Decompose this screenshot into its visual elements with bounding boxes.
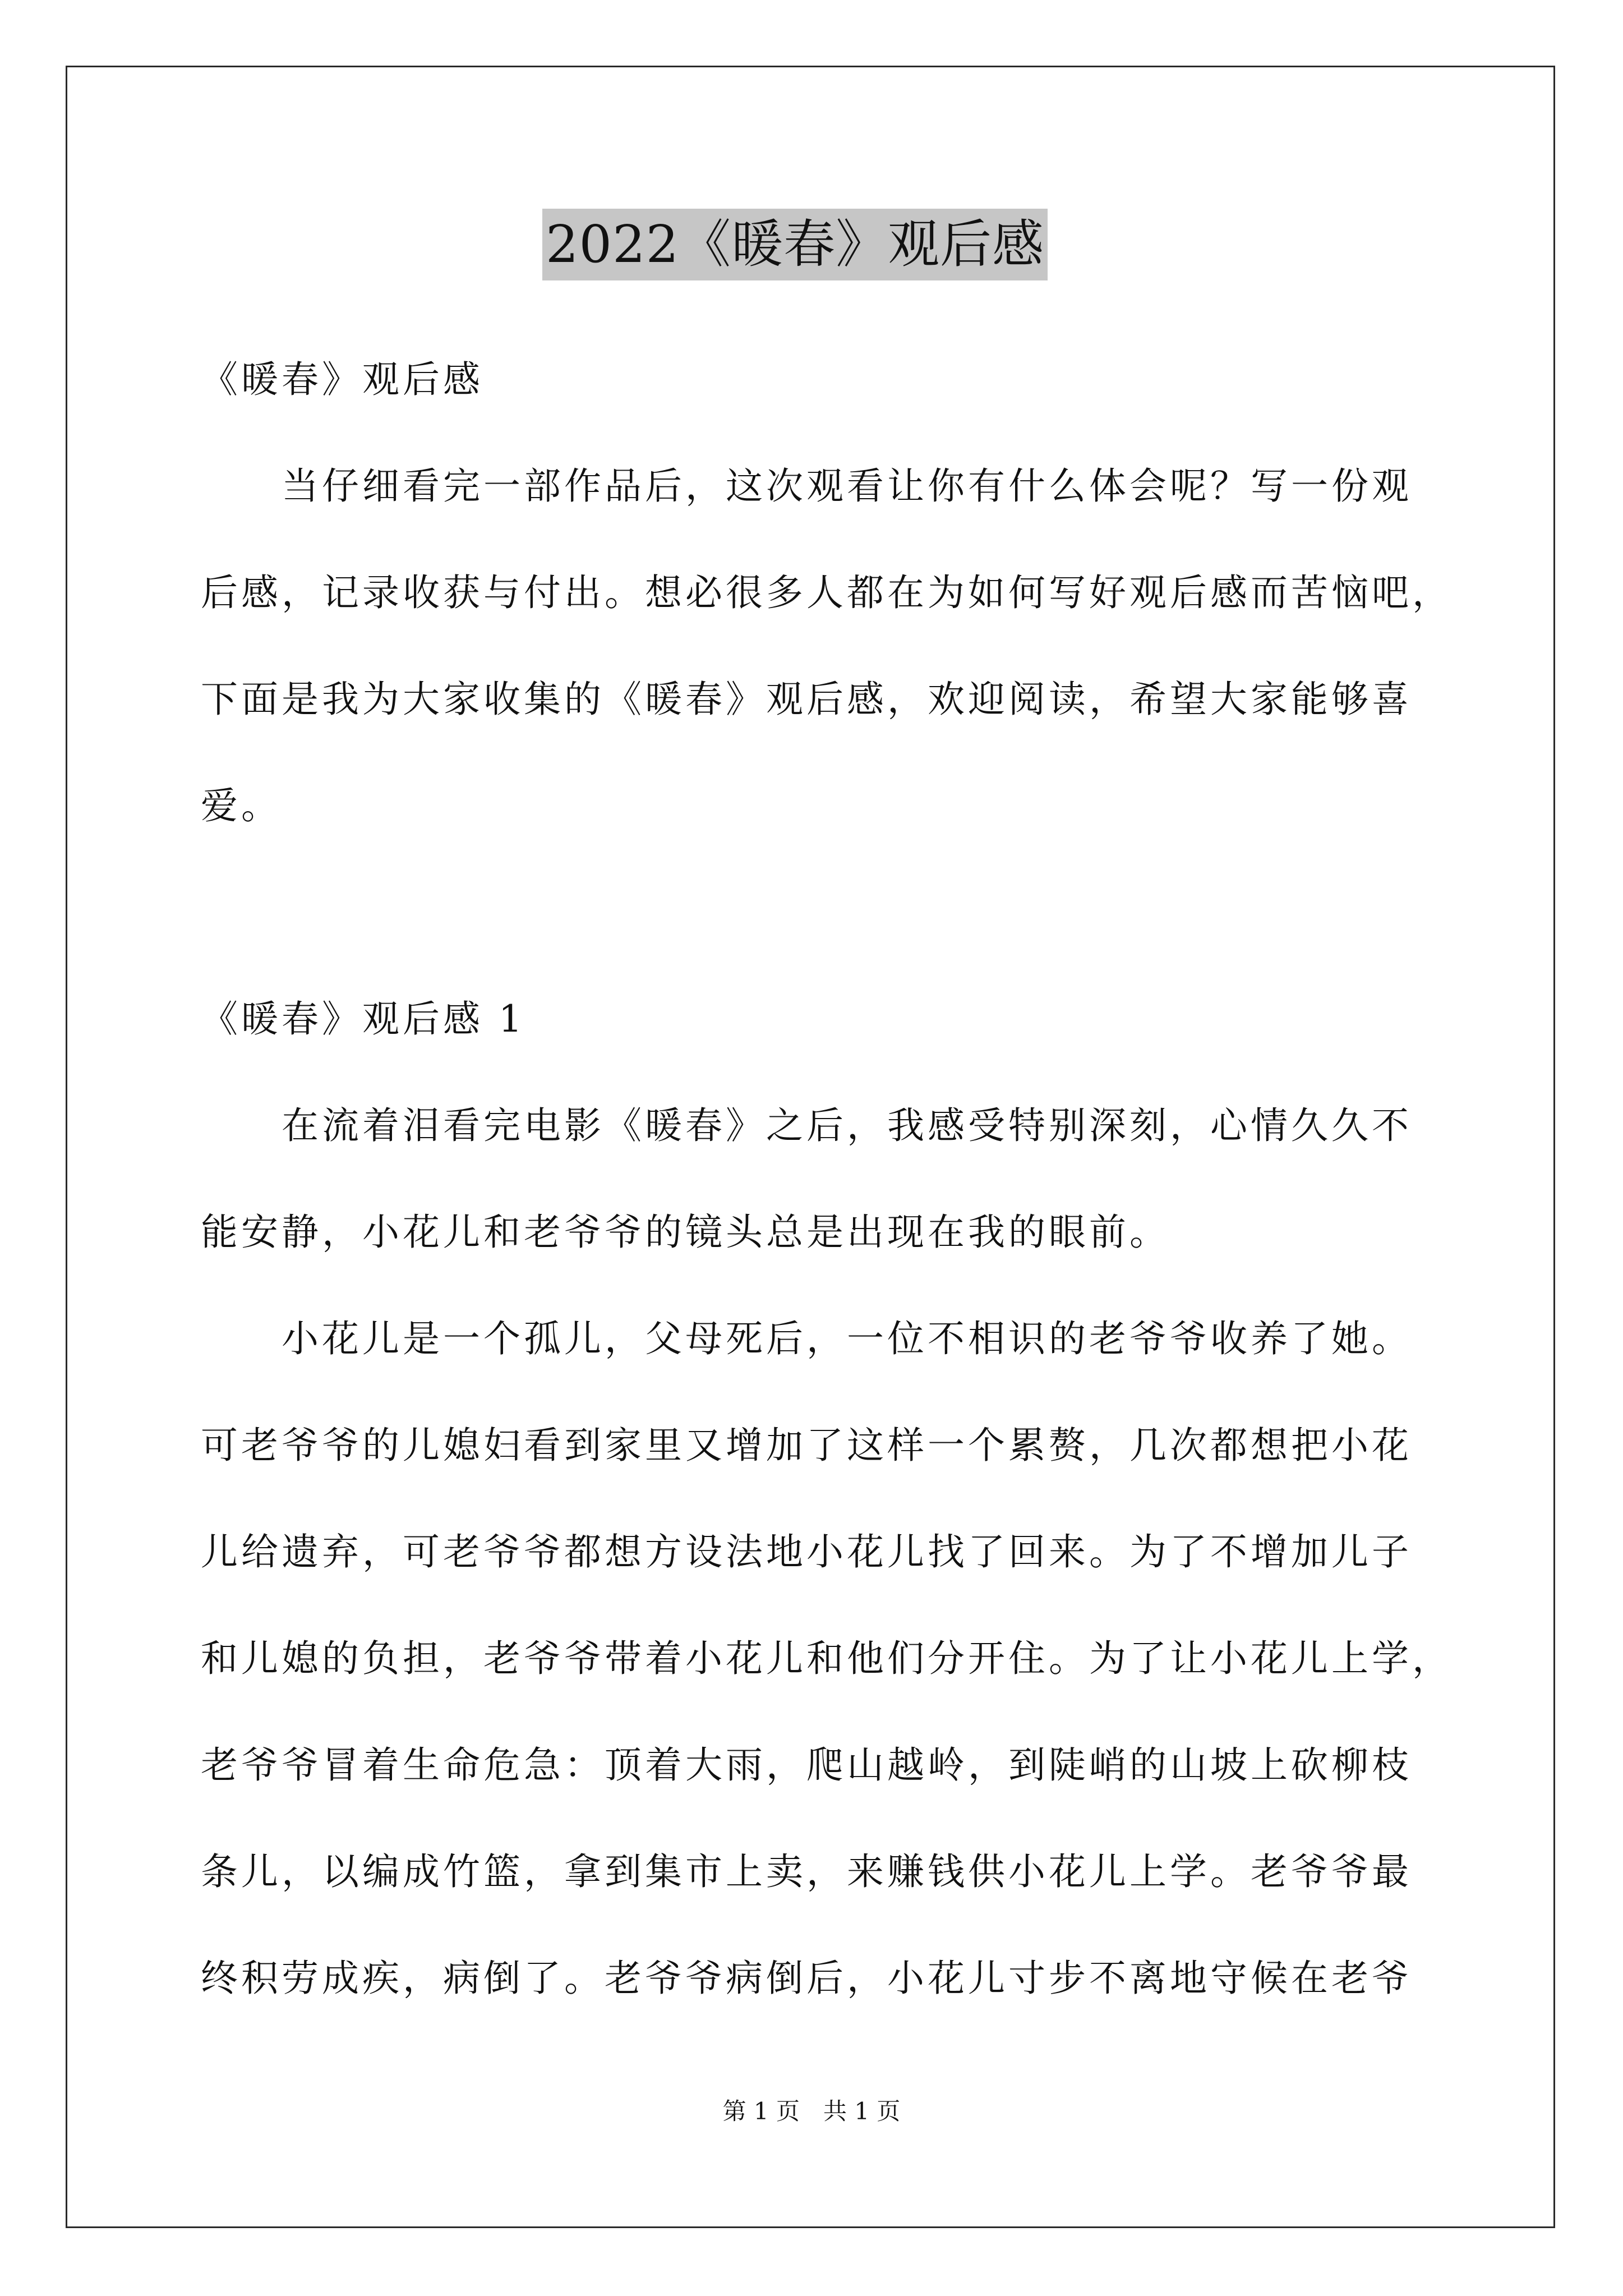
- paragraph-line: 条儿，以编成竹篮，拿到集市上卖，来赚钱供小花儿上学。老爷爷最: [201, 1850, 1412, 1893]
- paragraph-line: 小花儿是一个孤儿，父母死后，一位不相识的老爷爷收养了她。: [282, 1317, 1412, 1360]
- paragraph-line: 在流着泪看完电影《暖春》之后，我感受特别深刻，心情久久不: [282, 1104, 1412, 1147]
- intro-line: 下面是我为大家收集的《暖春》观后感，欢迎阅读，希望大家能够喜: [201, 678, 1412, 721]
- document-title: 2022《暖春》观后感: [542, 209, 1048, 280]
- intro-heading: 《暖春》观后感: [201, 358, 483, 401]
- paragraph-line: 和儿媳的负担，老爷爷带着小花儿和他们分开住。为了让小花儿上学，: [201, 1637, 1453, 1680]
- intro-line: 爱。: [201, 784, 282, 827]
- paragraph-line: 能安静，小花儿和老爷爷的镜头总是出现在我的眼前。: [201, 1211, 1170, 1254]
- page-footer: 第 1 页 共 1 页: [722, 2097, 901, 2125]
- paragraph-line: 终积劳成疾，病倒了。老爷爷病倒后，小花儿寸步不离地守候在老爷: [201, 1957, 1412, 2000]
- paragraph-line: 老爷爷冒着生命危急：顶着大雨，爬山越岭，到陡峭的山坡上砍柳枝: [201, 1743, 1412, 1787]
- section-heading: 《暖春》观后感 1: [201, 997, 525, 1041]
- intro-line: 当仔细看完一部作品后，这次观看让你有什么体会呢？写一份观: [282, 464, 1412, 508]
- paragraph-line: 可老爷爷的儿媳妇看到家里又增加了这样一个累赘，几次都想把小花: [201, 1424, 1412, 1467]
- paragraph-line: 儿给遗弃，可老爷爷都想方设法地小花儿找了回来。为了不增加儿子: [201, 1530, 1412, 1573]
- intro-line: 后感，记录收获与付出。想必很多人都在为如何写好观后感而苦恼吧，: [201, 571, 1453, 614]
